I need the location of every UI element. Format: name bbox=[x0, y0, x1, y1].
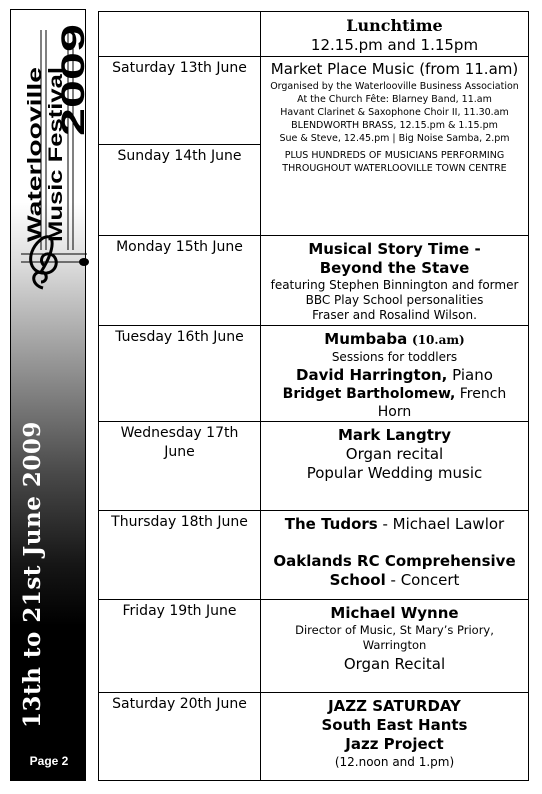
performer-instrument: Piano bbox=[452, 366, 493, 384]
event-description: featuring Stephen Binnington and former bbox=[270, 278, 519, 292]
event-footer-line: THROUGHOUT WATERLOOVILLE TOWN CENTRE bbox=[282, 163, 507, 174]
event-cell bbox=[261, 422, 529, 511]
event-time: (10.am) bbox=[412, 333, 465, 347]
event-title: The Tudors bbox=[284, 515, 378, 533]
event-subtitle: Sessions for toddlers bbox=[331, 350, 458, 364]
event-title: Michael Wynne bbox=[330, 604, 459, 622]
event-organiser: Organised by the Waterlooville Business Association bbox=[270, 81, 519, 92]
event-subtitle: - Michael Lawlor bbox=[382, 515, 505, 533]
schedule-table bbox=[98, 11, 529, 781]
header-cell bbox=[261, 12, 529, 57]
event-description: Fraser and Rosalind Wilson. bbox=[312, 308, 477, 322]
day-label: Wednesday 17th bbox=[120, 425, 239, 441]
logo-year: 2009 bbox=[55, 64, 91, 136]
event-title: South East Hants bbox=[321, 716, 468, 734]
event-line: Sue & Steve, 12.45.pm | Big Noise Samba, 2.pm bbox=[279, 133, 510, 144]
day-label: Saturday 13th June bbox=[112, 60, 247, 76]
event-times: (12.noon and 1.pm) bbox=[334, 755, 455, 769]
event-title: Jazz Project bbox=[345, 735, 444, 753]
table-row bbox=[99, 326, 529, 422]
event-cell bbox=[261, 326, 529, 422]
header-times: 12.15.pm and 1.15pm bbox=[310, 36, 479, 54]
performer-instrument: French Horn bbox=[377, 386, 507, 420]
table-row bbox=[99, 511, 529, 600]
event-description: Warrington bbox=[362, 638, 427, 652]
event-cell bbox=[261, 693, 529, 781]
event-line: Organ Recital bbox=[343, 655, 446, 673]
event-line: Organ recital bbox=[345, 445, 444, 463]
day-cell bbox=[99, 326, 261, 422]
header-empty-cell bbox=[99, 12, 261, 57]
page-number: Page 2 bbox=[29, 754, 69, 768]
day-cell bbox=[99, 236, 261, 326]
day-cell bbox=[99, 145, 261, 236]
event-title: School bbox=[329, 571, 386, 589]
treble-clef-icon bbox=[21, 237, 89, 288]
day-cell bbox=[99, 511, 261, 600]
event-cell bbox=[261, 511, 529, 600]
event-title: Mark Langtry bbox=[337, 426, 452, 444]
day-cell bbox=[99, 57, 261, 145]
event-cell bbox=[261, 57, 529, 236]
event-cell bbox=[261, 600, 529, 693]
performer-name: Bridget Bartholomew, bbox=[282, 386, 456, 402]
table-row bbox=[99, 57, 529, 145]
day-label: Monday 15th June bbox=[116, 239, 243, 255]
day-label: Friday 19th June bbox=[122, 603, 237, 619]
event-title: Oaklands RC Comprehensive bbox=[273, 552, 516, 570]
event-line: Popular Wedding music bbox=[306, 464, 483, 482]
table-row bbox=[99, 693, 529, 781]
event-title: JAZZ SATURDAY bbox=[328, 697, 461, 715]
day-cell bbox=[99, 422, 261, 511]
day-label: Sunday 14th June bbox=[117, 148, 242, 164]
day-label: June bbox=[164, 444, 195, 460]
day-cell bbox=[99, 693, 261, 781]
event-footer-line: PLUS HUNDREDS OF MUSICIANS PERFORMING bbox=[284, 150, 505, 161]
event-line: Havant Clarinet & Saxophone Choir II, 11.30.am bbox=[280, 107, 509, 118]
event-cell bbox=[261, 236, 529, 326]
event-line: At the Church Fête: Blarney Band, 11.am bbox=[297, 94, 492, 105]
table-row bbox=[99, 422, 529, 511]
table-row bbox=[99, 12, 529, 57]
event-title: Musical Story Time - bbox=[308, 240, 481, 258]
event-subtitle: - Concert bbox=[390, 571, 460, 589]
festival-logo bbox=[11, 10, 91, 290]
header-title: Lunchtime bbox=[346, 16, 443, 35]
day-cell bbox=[99, 600, 261, 693]
table-row bbox=[99, 600, 529, 693]
sidebar-banner bbox=[10, 9, 91, 781]
day-label: Tuesday 16th June bbox=[115, 329, 244, 345]
festival-dates-vertical: 13th to 21st June 2009 bbox=[19, 421, 46, 728]
logo-title-line1: Waterlooville bbox=[25, 124, 46, 242]
day-label: Saturday 20th June bbox=[112, 696, 247, 712]
event-description: BBC Play School personalities bbox=[305, 293, 484, 307]
logo-title-line2: Music Festival bbox=[46, 112, 67, 242]
event-title: Mumbaba bbox=[324, 330, 408, 348]
event-title: Market Place Music (from 11.am) bbox=[270, 60, 519, 78]
event-title: Beyond the Stave bbox=[319, 259, 470, 277]
table-row bbox=[99, 236, 529, 326]
performer-name: David Harrington, bbox=[296, 366, 448, 384]
event-line: BLENDWORTH BRASS, 12.15.pm & 1.15.pm bbox=[291, 120, 498, 131]
event-description: Director of Music, St Mary’s Priory, bbox=[295, 623, 494, 637]
day-label: Thursday 18th June bbox=[111, 514, 248, 530]
